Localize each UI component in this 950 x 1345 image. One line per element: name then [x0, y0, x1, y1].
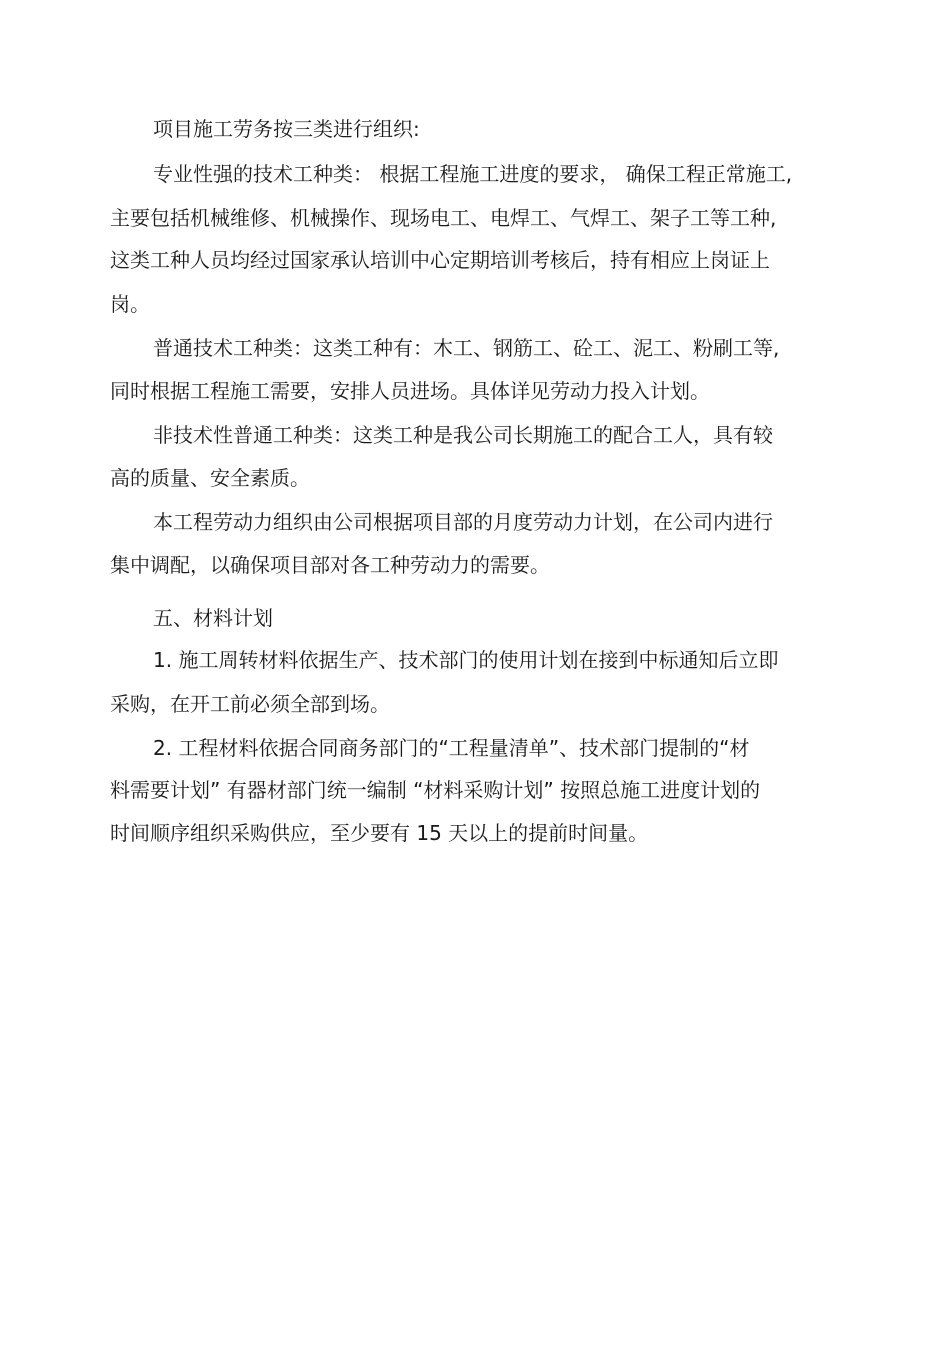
item-2-line-2: 料需要计划” 有器材部门统一编制 “材料采购计划” 按照总施工进度计划的	[110, 778, 761, 802]
paragraph-skilled-line-4: 岗。	[110, 292, 150, 316]
paragraph-nonskilled-line-1: 非技术性普通工种类：这类工种是我公司长期施工的配合工人，具有较	[153, 423, 773, 447]
paragraph-labor-line-2: 集中调配，以确保项目部对各工种劳动力的需要。	[110, 553, 550, 577]
paragraph-nonskilled-line-2: 高的质量、安全素质。	[110, 466, 310, 490]
paragraph-labor-line-1: 本工程劳动力组织由公司根据项目部的月度劳动力计划，在公司内进行	[153, 510, 773, 534]
paragraph-general-line-1: 普通技术工种类：这类工种有：木工、钢筋工、砼工、泥工、粉刷工等,	[153, 336, 780, 360]
section-heading-materials: 五、材料计划	[153, 606, 273, 630]
paragraph-skilled-line-3: 这类工种人员均经过国家承认培训中心定期培训考核后，持有相应上岗证上	[110, 248, 770, 272]
item-1-line-2: 采购，在开工前必须全部到场。	[110, 692, 390, 716]
item-2-line-1: 2. 工程材料依据合同商务部门的“工程量清单”、技术部门提制的“材	[153, 736, 750, 760]
paragraph-skilled-line-1: 专业性强的技术工种类： 根据工程施工进度的要求， 确保工程正常施工,	[153, 162, 793, 186]
paragraph-intro-line-1: 项目施工劳务按三类进行组织:	[153, 117, 420, 141]
paragraph-general-line-2: 同时根据工程施工需要，安排人员进场。具体详见劳动力投入计划。	[110, 379, 710, 403]
paragraph-skilled-line-2: 主要包括机械维修、机械操作、现场电工、电焊工、气焊工、架子工等工种,	[110, 206, 777, 230]
item-1-line-1: 1. 施工周转材料依据生产、技术部门的使用计划在接到中标通知后立即	[153, 648, 779, 672]
item-2-line-3: 时间顺序组织采购供应，至少要有 15 天以上的提前时间量。	[110, 821, 649, 845]
